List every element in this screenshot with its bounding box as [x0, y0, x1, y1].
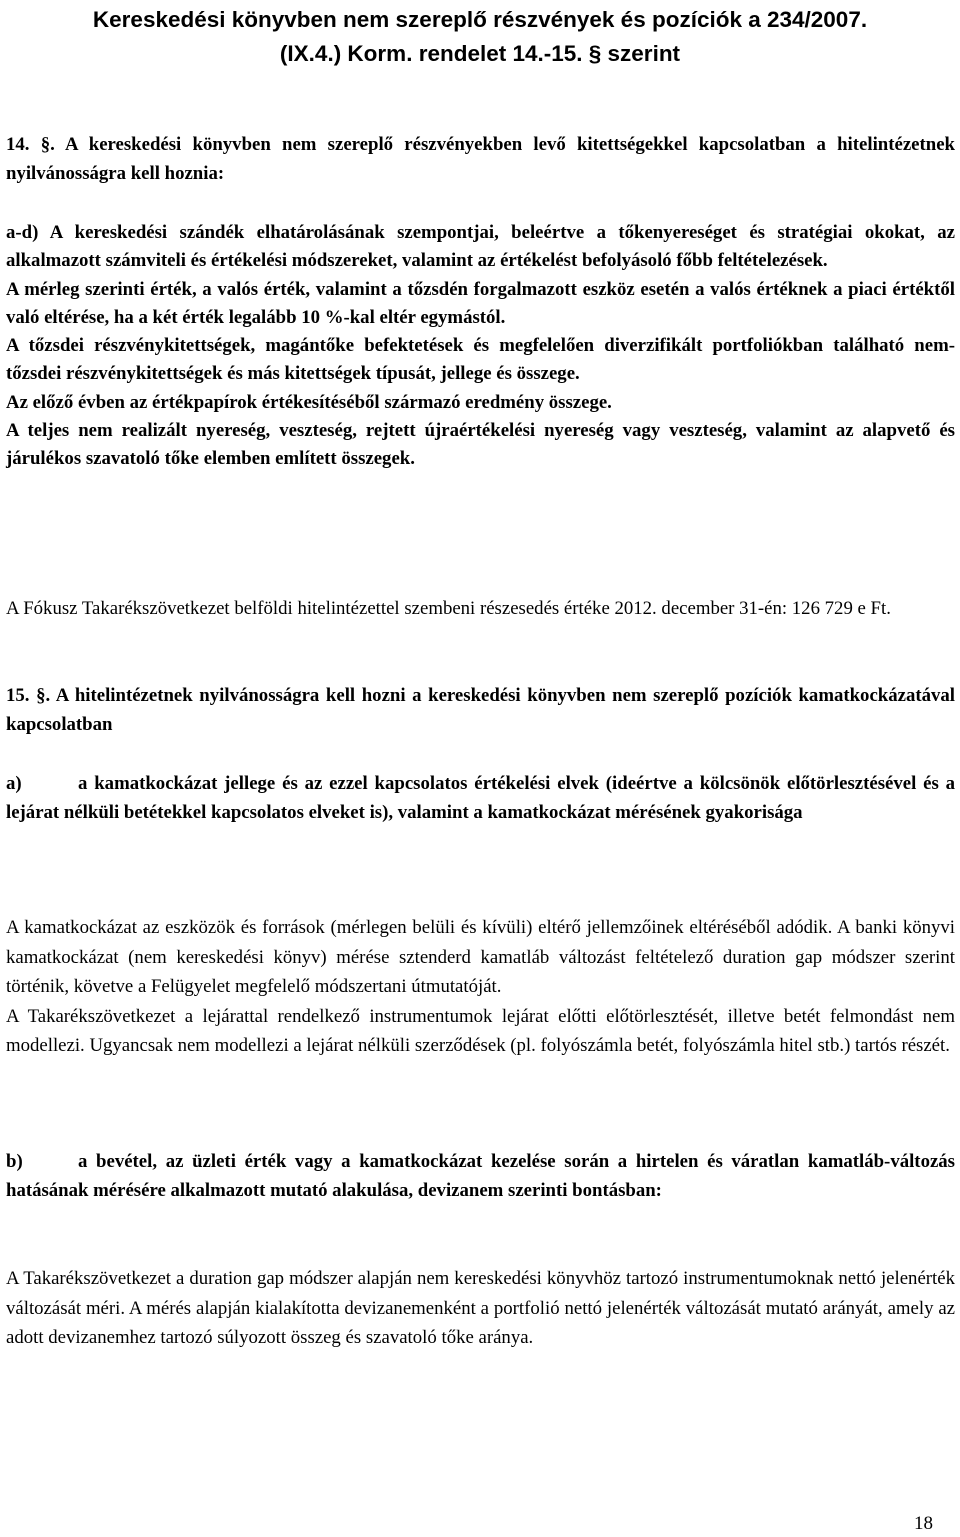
section-14-item-exposures: A tőzsdei részvénykitettségek, magántőke befektetések és megfelelően diverzifikált portfoliókban található nem-tőzsdei részvénykitettségek és más kitettségek típusát, jellege és összege. — [6, 335, 955, 385]
page-number: 18 — [914, 1513, 933, 1534]
section-14-item-unrealized: A teljes nem realizált nyereség, veszteség, rejtett újraértékelési nyereség vagy veszteség, valamint az alapvető és járulékos szavatoló tőke elemben említett összegek. — [6, 420, 955, 470]
section-14-item-prev-year: Az előző évben az értékpapírok értékesítéséből származó eredmény összege. — [6, 391, 612, 413]
item-a-paragraph-2: A Takarékszövetkezet a lejárattal rendelkező instrumentumok lejárat előtti előtörlesztését, illetve betét felmondást nem modellezi. Ugyancsak nem modellezi a lejárat nélküli szerződések (pl. folyószámla betét, folyószámla hitel stb.) tartós részét. — [6, 1005, 955, 1056]
section-14-item-balance: A mérleg szerinti érték, a valós érték, valamint a tőzsdén forgalmazott eszköz esetén a valós értéknek a piaci értéktől való eltérése, ha a két érték legalább 10 %-kal eltér egymástól. — [6, 278, 955, 328]
item-a-label: a) — [6, 773, 22, 794]
section-14-heading: 14. §. A kereskedési könyvben nem szereplő részvényekben levő kitettségekkel kapcsolatban a hitelintézetnek nyilvánosságra kell hoznia: — [6, 134, 955, 184]
item-a-text: a kamatkockázat jellege és az ezzel kapcsolatos értékelési elvek (ideértve a kölcsönök előtörlesztésével és a lejárat nélküli betétekkel kapcsolatos elveket is), valamint a kamatkockázat mérésének gyakorisága — [6, 773, 955, 823]
section-15-item-b — [6, 1147, 955, 1205]
section-14-items — [6, 219, 955, 474]
item-a-paragraph-1: A kamatkockázat az eszközök és források (mérlegen belüli és kívüli) eltérő jellemzőinek eltéréséből adódik. A banki könyvi kamatkockázat (nem kereskedési könyv) mérése sztenderd kamatláb változást feltételező duration gap módszer szerint történik, követve a Felügyelet megfelelő módszertani útmutatóját. — [6, 917, 955, 997]
section-14-note: A Fókusz Takarékszövetkezet belföldi hitelintézettel szembeni részesedés értéke 2012. december 31-én: 126 729 e Ft. — [6, 598, 891, 619]
item-b-label: b) — [6, 1151, 23, 1172]
document-title — [0, 3, 960, 71]
section-15-b-paragraph: A Takarékszövetkezet a duration gap módszer alapján nem kereskedési könyvhöz tartozó instrumentumoknak nettó jelenérték változását méri. A mérés alapján kialakította devizanemenként a portfolió nettó jelenérték változását mutató arányát, amely az adott devizanemhez tartozó súlyozott összeg és szavatoló tőke aránya. — [6, 1268, 955, 1348]
section-15-heading: 15. §. A hitelintézetnek nyilvánosságra kell hozni a kereskedési könyvben nem szereplő pozíciók kamatkockázatával kapcsolatban — [6, 685, 955, 735]
section-15-item-a — [6, 769, 955, 827]
title-line-2: (IX.4.) Korm. rendelet 14.-15. § szerint — [279, 41, 681, 66]
section-14-item-ad: a-d) A kereskedési szándék elhatárolásának szempontjai, beleértve a tőkenyereséget és stratégiai okokat, az alkalmazott számviteli és értékelési módszereket, valamint az értékelést befolyásoló főbb feltételezések. — [6, 222, 955, 272]
item-b-text: a bevétel, az üzleti érték vagy a kamatkockázat kezelése során a hirtelen és váratlan kamatláb-változás hatásának mérésére alkalmazott mutató alakulása, devizanem szerinti bontásban: — [6, 1151, 955, 1201]
section-15-a-paragraphs — [6, 913, 955, 1061]
title-line-1: Kereskedési könyvben nem szereplő részvények és pozíciók a 234/2007. — [92, 7, 868, 32]
section-14 — [6, 130, 955, 188]
